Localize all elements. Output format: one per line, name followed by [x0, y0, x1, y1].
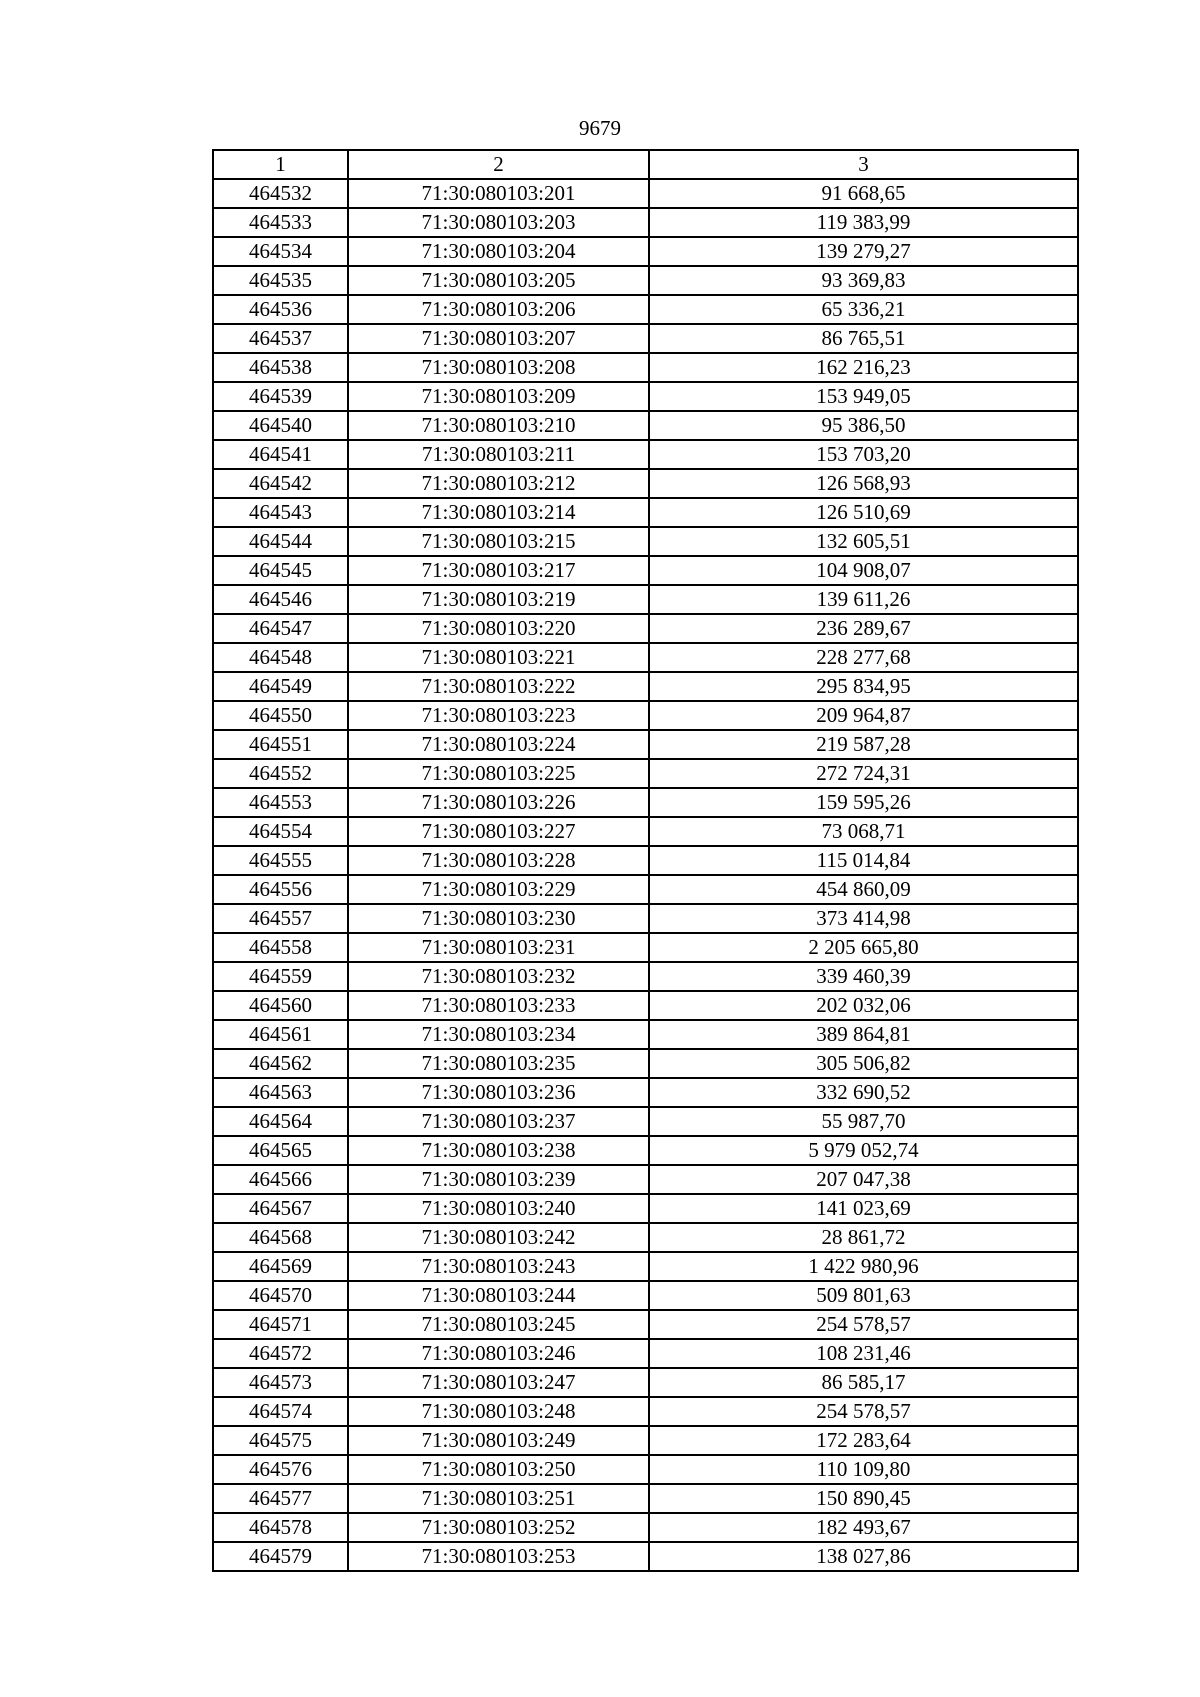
- cell-cadastral-number: 71:30:080103:201: [348, 179, 649, 208]
- cell-cadastral-number: 71:30:080103:237: [348, 1107, 649, 1136]
- cell-cadastral-number: 71:30:080103:221: [348, 643, 649, 672]
- cell-value: 373 414,98: [649, 904, 1078, 933]
- cell-cadastral-number: 71:30:080103:214: [348, 498, 649, 527]
- cell-record-number: 464575: [213, 1426, 348, 1455]
- cell-cadastral-number: 71:30:080103:244: [348, 1281, 649, 1310]
- cell-record-number: 464559: [213, 962, 348, 991]
- cell-record-number: 464546: [213, 585, 348, 614]
- cell-cadastral-number: 71:30:080103:224: [348, 730, 649, 759]
- cell-value: 153 703,20: [649, 440, 1078, 469]
- table-row: [213, 817, 1078, 846]
- cell-record-number: 464573: [213, 1368, 348, 1397]
- table-row: [213, 1281, 1078, 1310]
- table-row: [213, 382, 1078, 411]
- cell-cadastral-number: 71:30:080103:228: [348, 846, 649, 875]
- cell-cadastral-number: 71:30:080103:206: [348, 295, 649, 324]
- cell-record-number: 464541: [213, 440, 348, 469]
- cell-cadastral-number: 71:30:080103:242: [348, 1223, 649, 1252]
- cell-record-number: 464556: [213, 875, 348, 904]
- cell-cadastral-number: 71:30:080103:207: [348, 324, 649, 353]
- cell-record-number: 464539: [213, 382, 348, 411]
- table-row: [213, 1049, 1078, 1078]
- cell-value: 295 834,95: [649, 672, 1078, 701]
- cell-value: 139 279,27: [649, 237, 1078, 266]
- cell-record-number: 464564: [213, 1107, 348, 1136]
- table-row: [213, 701, 1078, 730]
- cell-value: 65 336,21: [649, 295, 1078, 324]
- cell-record-number: 464552: [213, 759, 348, 788]
- table-row: [213, 440, 1078, 469]
- cell-record-number: 464571: [213, 1310, 348, 1339]
- cell-value: 153 949,05: [649, 382, 1078, 411]
- column-header-1: 1: [213, 150, 348, 179]
- cell-cadastral-number: 71:30:080103:212: [348, 469, 649, 498]
- cell-record-number: 464532: [213, 179, 348, 208]
- cell-value: 138 027,86: [649, 1542, 1078, 1571]
- table-row: [213, 1252, 1078, 1281]
- table-row: [213, 1078, 1078, 1107]
- cell-value: 172 283,64: [649, 1426, 1078, 1455]
- table-row: [213, 469, 1078, 498]
- table-row: [213, 614, 1078, 643]
- cell-record-number: 464549: [213, 672, 348, 701]
- cell-value: 332 690,52: [649, 1078, 1078, 1107]
- cell-value: 389 864,81: [649, 1020, 1078, 1049]
- cell-cadastral-number: 71:30:080103:245: [348, 1310, 649, 1339]
- column-header-2: 2: [348, 150, 649, 179]
- cell-record-number: 464542: [213, 469, 348, 498]
- cell-record-number: 464557: [213, 904, 348, 933]
- table-row: [213, 498, 1078, 527]
- cell-cadastral-number: 71:30:080103:250: [348, 1455, 649, 1484]
- cell-cadastral-number: 71:30:080103:209: [348, 382, 649, 411]
- cell-record-number: 464568: [213, 1223, 348, 1252]
- cell-value: 86 765,51: [649, 324, 1078, 353]
- cell-cadastral-number: 71:30:080103:236: [348, 1078, 649, 1107]
- cell-value: 254 578,57: [649, 1310, 1078, 1339]
- cell-record-number: 464572: [213, 1339, 348, 1368]
- cell-record-number: 464544: [213, 527, 348, 556]
- table-row: [213, 875, 1078, 904]
- cell-value: 150 890,45: [649, 1484, 1078, 1513]
- cell-value: 5 979 052,74: [649, 1136, 1078, 1165]
- cell-value: 132 605,51: [649, 527, 1078, 556]
- cell-value: 305 506,82: [649, 1049, 1078, 1078]
- table-row: [213, 759, 1078, 788]
- table-row: [213, 1513, 1078, 1542]
- table-row: [213, 730, 1078, 759]
- cell-value: 2 205 665,80: [649, 933, 1078, 962]
- cell-value: 104 908,07: [649, 556, 1078, 585]
- cell-value: 236 289,67: [649, 614, 1078, 643]
- table-row: [213, 1368, 1078, 1397]
- header-row: [213, 150, 1078, 179]
- table-row: [213, 556, 1078, 585]
- cell-record-number: 464567: [213, 1194, 348, 1223]
- cell-cadastral-number: 71:30:080103:240: [348, 1194, 649, 1223]
- table-row: [213, 1194, 1078, 1223]
- table-row: [213, 1542, 1078, 1571]
- cell-value: 182 493,67: [649, 1513, 1078, 1542]
- cell-record-number: 464536: [213, 295, 348, 324]
- cell-cadastral-number: 71:30:080103:239: [348, 1165, 649, 1194]
- cell-cadastral-number: 71:30:080103:226: [348, 788, 649, 817]
- table-row: [213, 991, 1078, 1020]
- cell-value: 454 860,09: [649, 875, 1078, 904]
- cell-cadastral-number: 71:30:080103:220: [348, 614, 649, 643]
- cell-cadastral-number: 71:30:080103:243: [348, 1252, 649, 1281]
- table-row: [213, 1426, 1078, 1455]
- table-row: [213, 1310, 1078, 1339]
- cell-cadastral-number: 71:30:080103:215: [348, 527, 649, 556]
- cell-record-number: 464533: [213, 208, 348, 237]
- table-row: [213, 1223, 1078, 1252]
- table-row: [213, 237, 1078, 266]
- cell-cadastral-number: 71:30:080103:248: [348, 1397, 649, 1426]
- cell-value: 91 668,65: [649, 179, 1078, 208]
- cell-cadastral-number: 71:30:080103:223: [348, 701, 649, 730]
- table-row: [213, 1339, 1078, 1368]
- table-row: [213, 324, 1078, 353]
- table-row: [213, 1136, 1078, 1165]
- cell-value: 162 216,23: [649, 353, 1078, 382]
- cell-cadastral-number: 71:30:080103:235: [348, 1049, 649, 1078]
- cell-cadastral-number: 71:30:080103:211: [348, 440, 649, 469]
- cell-value: 202 032,06: [649, 991, 1078, 1020]
- cell-record-number: 464577: [213, 1484, 348, 1513]
- table-header: [213, 150, 1078, 179]
- cell-value: 139 611,26: [649, 585, 1078, 614]
- cell-value: 159 595,26: [649, 788, 1078, 817]
- cell-record-number: 464555: [213, 846, 348, 875]
- cell-value: 55 987,70: [649, 1107, 1078, 1136]
- cell-cadastral-number: 71:30:080103:232: [348, 962, 649, 991]
- cell-cadastral-number: 71:30:080103:225: [348, 759, 649, 788]
- cell-value: 339 460,39: [649, 962, 1078, 991]
- cell-cadastral-number: 71:30:080103:231: [348, 933, 649, 962]
- cell-cadastral-number: 71:30:080103:229: [348, 875, 649, 904]
- table-row: [213, 643, 1078, 672]
- cell-record-number: 464538: [213, 353, 348, 382]
- cell-record-number: 464579: [213, 1542, 348, 1571]
- cell-record-number: 464569: [213, 1252, 348, 1281]
- cell-record-number: 464551: [213, 730, 348, 759]
- cell-value: 509 801,63: [649, 1281, 1078, 1310]
- cell-cadastral-number: 71:30:080103:247: [348, 1368, 649, 1397]
- cell-record-number: 464547: [213, 614, 348, 643]
- table-row: [213, 411, 1078, 440]
- table-row: [213, 933, 1078, 962]
- cell-value: 228 277,68: [649, 643, 1078, 672]
- cell-cadastral-number: 71:30:080103:252: [348, 1513, 649, 1542]
- table-row: [213, 208, 1078, 237]
- cell-record-number: 464543: [213, 498, 348, 527]
- cell-cadastral-number: 71:30:080103:253: [348, 1542, 649, 1571]
- cell-record-number: 464566: [213, 1165, 348, 1194]
- cell-value: 141 023,69: [649, 1194, 1078, 1223]
- cell-cadastral-number: 71:30:080103:251: [348, 1484, 649, 1513]
- cell-record-number: 464535: [213, 266, 348, 295]
- cell-cadastral-number: 71:30:080103:217: [348, 556, 649, 585]
- cell-cadastral-number: 71:30:080103:238: [348, 1136, 649, 1165]
- column-header-3: 3: [649, 150, 1078, 179]
- cell-record-number: 464554: [213, 817, 348, 846]
- table-row: [213, 1107, 1078, 1136]
- cell-cadastral-number: 71:30:080103:230: [348, 904, 649, 933]
- cell-value: 93 369,83: [649, 266, 1078, 295]
- table-row: [213, 353, 1078, 382]
- table-row: [213, 1165, 1078, 1194]
- cell-record-number: 464574: [213, 1397, 348, 1426]
- cell-value: 272 724,31: [649, 759, 1078, 788]
- cell-record-number: 464576: [213, 1455, 348, 1484]
- cell-record-number: 464540: [213, 411, 348, 440]
- cell-value: 108 231,46: [649, 1339, 1078, 1368]
- cell-value: 219 587,28: [649, 730, 1078, 759]
- table-row: [213, 266, 1078, 295]
- cell-record-number: 464562: [213, 1049, 348, 1078]
- cell-cadastral-number: 71:30:080103:227: [348, 817, 649, 846]
- cell-value: 86 585,17: [649, 1368, 1078, 1397]
- cell-record-number: 464560: [213, 991, 348, 1020]
- cell-cadastral-number: 71:30:080103:233: [348, 991, 649, 1020]
- cell-value: 95 386,50: [649, 411, 1078, 440]
- table-row: [213, 846, 1078, 875]
- cell-record-number: 464550: [213, 701, 348, 730]
- cell-value: 115 014,84: [649, 846, 1078, 875]
- cell-value: 209 964,87: [649, 701, 1078, 730]
- cell-cadastral-number: 71:30:080103:205: [348, 266, 649, 295]
- cell-cadastral-number: 71:30:080103:234: [348, 1020, 649, 1049]
- cell-record-number: 464578: [213, 1513, 348, 1542]
- table-row: [213, 672, 1078, 701]
- table-row: [213, 1484, 1078, 1513]
- cell-value: 126 510,69: [649, 498, 1078, 527]
- cell-cadastral-number: 71:30:080103:222: [348, 672, 649, 701]
- cell-record-number: 464565: [213, 1136, 348, 1165]
- table-row: [213, 295, 1078, 324]
- cell-value: 126 568,93: [649, 469, 1078, 498]
- cell-cadastral-number: 71:30:080103:203: [348, 208, 649, 237]
- cell-record-number: 464545: [213, 556, 348, 585]
- cell-value: 28 861,72: [649, 1223, 1078, 1252]
- cell-cadastral-number: 71:30:080103:208: [348, 353, 649, 382]
- cell-value: 254 578,57: [649, 1397, 1078, 1426]
- table-row: [213, 1455, 1078, 1484]
- cell-cadastral-number: 71:30:080103:249: [348, 1426, 649, 1455]
- cell-record-number: 464561: [213, 1020, 348, 1049]
- table-row: [213, 788, 1078, 817]
- cell-record-number: 464537: [213, 324, 348, 353]
- cell-cadastral-number: 71:30:080103:204: [348, 237, 649, 266]
- page-number: 9679: [579, 116, 621, 140]
- registry-table: [212, 149, 1079, 1572]
- table-row: [213, 527, 1078, 556]
- table-row: [213, 179, 1078, 208]
- cell-record-number: 464570: [213, 1281, 348, 1310]
- cell-cadastral-number: 71:30:080103:246: [348, 1339, 649, 1368]
- cell-record-number: 464553: [213, 788, 348, 817]
- cell-value: 110 109,80: [649, 1455, 1078, 1484]
- cell-record-number: 464534: [213, 237, 348, 266]
- cell-value: 207 047,38: [649, 1165, 1078, 1194]
- cell-value: 73 068,71: [649, 817, 1078, 846]
- table-row: [213, 904, 1078, 933]
- cell-record-number: 464558: [213, 933, 348, 962]
- table-row: [213, 1397, 1078, 1426]
- cell-cadastral-number: 71:30:080103:219: [348, 585, 649, 614]
- cell-record-number: 464563: [213, 1078, 348, 1107]
- cell-cadastral-number: 71:30:080103:210: [348, 411, 649, 440]
- table-body: [213, 179, 1078, 1571]
- cell-value: 1 422 980,96: [649, 1252, 1078, 1281]
- table-row: [213, 585, 1078, 614]
- cell-record-number: 464548: [213, 643, 348, 672]
- table-row: [213, 1020, 1078, 1049]
- cell-value: 119 383,99: [649, 208, 1078, 237]
- table-row: [213, 962, 1078, 991]
